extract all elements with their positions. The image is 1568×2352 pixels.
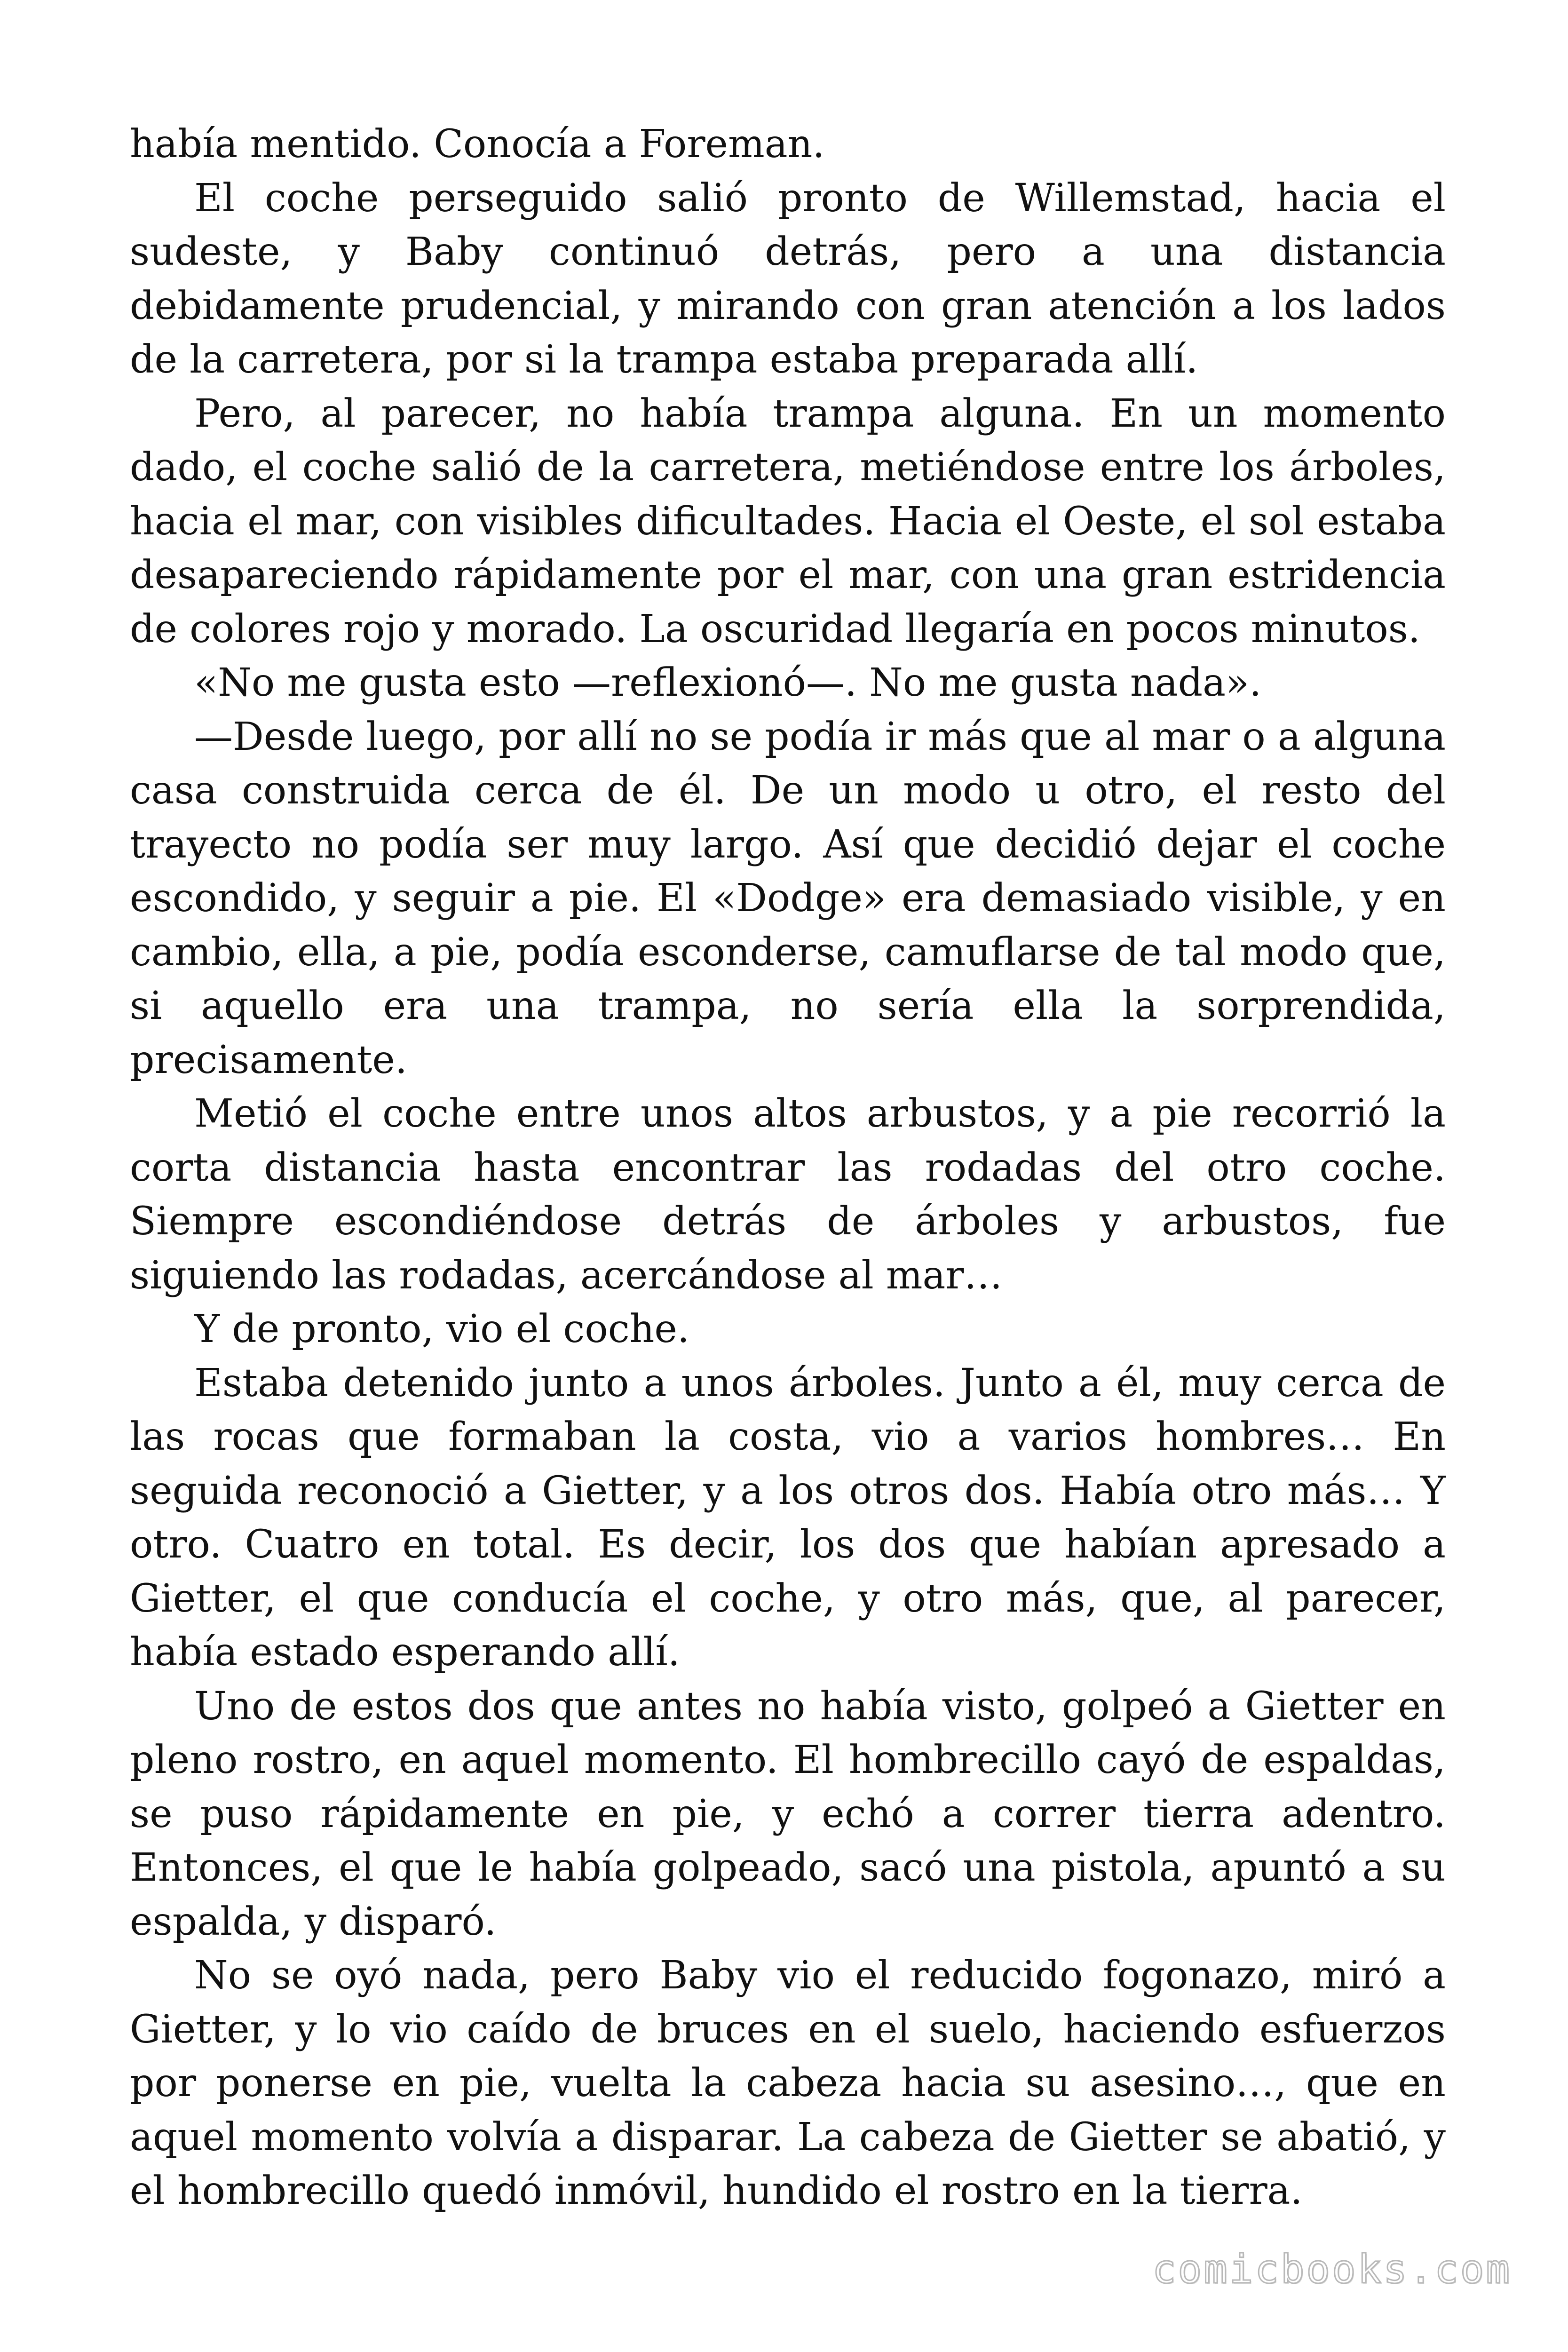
- paragraph: «No me gusta esto —reflexionó—. No me gusta nada».: [194, 660, 1262, 705]
- paragraph: El coche perseguido salió pronto de Willemstad, hacia el sudeste, y Baby continuó detrás, pero a una distancia debidamente prudencial, y mirando con gran atención a los lados de la carretera, por si la trampa estaba preparada allí.: [130, 175, 1446, 382]
- paragraph: Pero, al parecer, no había trampa alguna. En un momento dado, el coche salió de la carretera, metiéndose entre los árboles, hacia el mar, con visibles dificultades. Hacia el Oeste, el sol estaba desapareciendo rápidamente por el mar, con una gran estridencia de colores rojo y morado. La oscuridad llegaría en pocos minutos.: [130, 391, 1446, 652]
- paragraph: —Desde luego, por allí no se podía ir más que al mar o a alguna casa construida cerca de él. De un modo u otro, el resto del trayecto no podía ser muy largo. Así que decidió dejar el coche escondido, y seguir a pie. El «Dodge» era demasiado visible, y en cambio, ella, a pie, podía esconderse, camuflarse de tal modo que, si aquello era una trampa, no sería ella la sorprendida, precisamente.: [130, 714, 1446, 1082]
- paragraph-continuation: había mentido. Conocía a Foreman.: [130, 122, 825, 167]
- paragraph: Y de pronto, vio el coche.: [194, 1307, 690, 1351]
- watermark: comicbooks.com: [1152, 2246, 1512, 2292]
- page-text: [130, 118, 1446, 2218]
- paragraph: Uno de estos dos que antes no había visto, golpeó a Gietter en pleno rostro, en aquel momento. El hombrecillo cayó de espaldas, se puso rápidamente en pie, y echó a correr tierra adentro. Entonces, el que le había golpeado, sacó una pistola, apuntó a su espalda, y disparó.: [130, 1684, 1446, 1944]
- paragraph: Metió el coche entre unos altos arbustos, y a pie recorrió la corta distancia hasta encontrar las rodadas del otro coche. Siempre escondiéndose detrás de árboles y arbustos, fue siguiendo las rodadas, acercándose al mar…: [130, 1091, 1446, 1298]
- paragraph: Estaba detenido junto a unos árboles. Junto a él, muy cerca de las rocas que formaban la costa, vio a varios hombres… En seguida reconoció a Gietter, y a los otros dos. Había otro más… Y otro. Cuatro en total. Es decir, los dos que habían apresado a Gietter, el que conducía el coche, y otro más, que, al parecer, había estado esperando allí.: [130, 1360, 1446, 1675]
- paragraph: No se oyó nada, pero Baby vio el reducido fogonazo, miró a Gietter, y lo vio caído de bruces en el suelo, haciendo esfuerzos por ponerse en pie, vuelta la cabeza hacia su asesino…, que en aquel momento volvía a disparar. La cabeza de Gietter se abatió, y el hombrecillo quedó inmóvil, hundido el rostro en la tierra.: [130, 1953, 1446, 2213]
